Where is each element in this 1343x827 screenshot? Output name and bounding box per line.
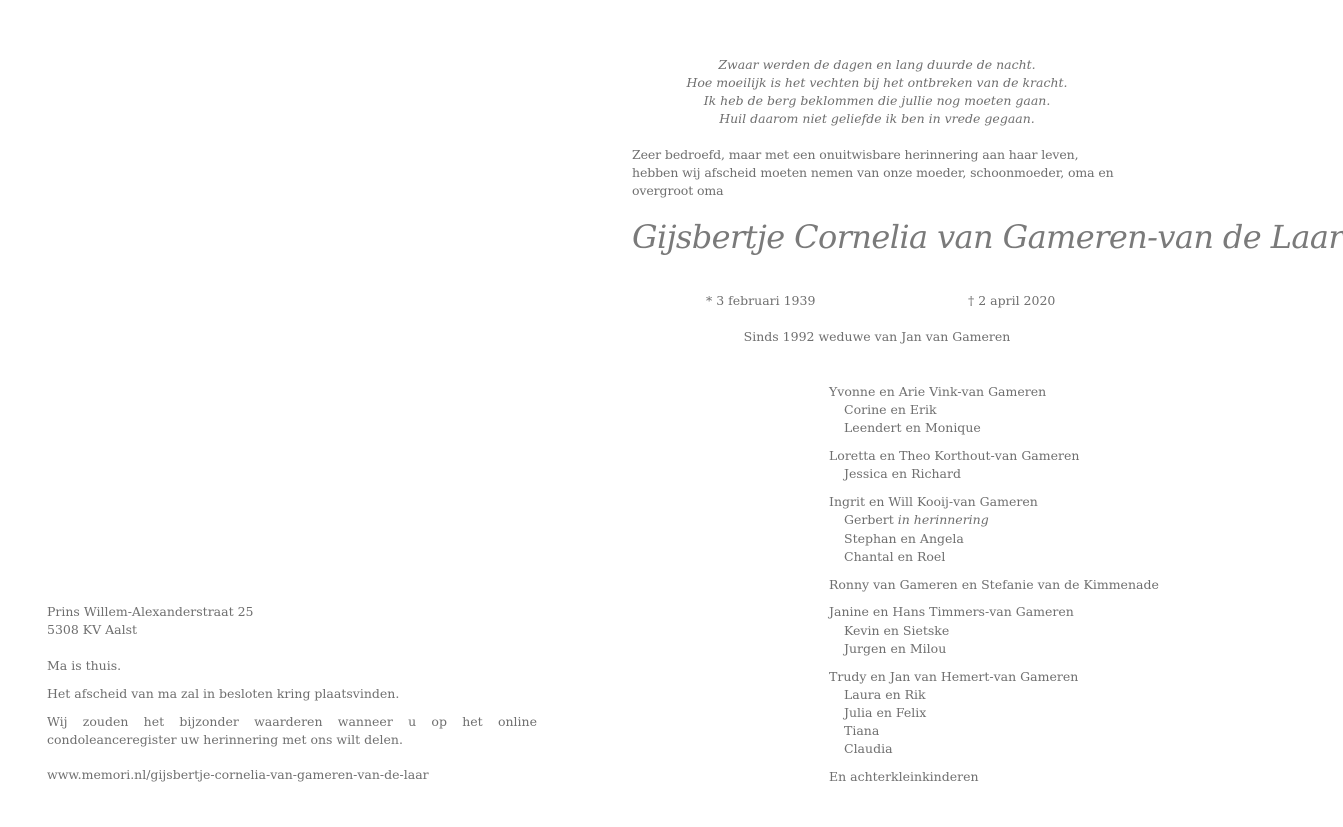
- intro-text: Zeer bedroefd, maar met een onuitwisbare herinnering aan haar leven, hebben wij afscheid moeten nemen van onze moeder, schoonmoeder, oma en overgroot oma: [632, 147, 1114, 198]
- family-member-name: Jurgen en Milou: [844, 640, 947, 656]
- deceased-name: Gijsbertje Cornelia van Gameren-van de Laar: [632, 218, 1343, 256]
- family-member: [829, 530, 1159, 548]
- family-member-name: Julia en Felix: [844, 705, 927, 721]
- family-group-head: Yvonne en Arie Vink-van Gameren: [829, 384, 1047, 399]
- family-member: [829, 686, 1159, 704]
- family-member: [829, 401, 1159, 419]
- family-member-name: Chantal en Roel: [844, 548, 946, 564]
- family-group: [829, 603, 1159, 658]
- family-list: [829, 383, 1159, 796]
- poem-line: Hoe moeilijk is het vechten bij het ontbreken van de kracht.: [686, 75, 1068, 90]
- family-group: [829, 383, 1159, 438]
- family-member: [829, 511, 1159, 529]
- memorial-url[interactable]: www.memori.nl/gijsbertje-cornelia-van-gameren-van-de-laar: [47, 767, 429, 782]
- death-date: † 2 april 2020: [968, 293, 1056, 308]
- address: [47, 603, 254, 639]
- family-group: [829, 768, 1159, 786]
- family-member-name: Jessica en Richard: [844, 466, 961, 482]
- family-member-name: Tiana: [844, 723, 880, 739]
- family-group-head: Trudy en Jan van Hemert-van Gameren: [829, 668, 1079, 684]
- family-member: [829, 622, 1159, 640]
- family-member: [829, 465, 1159, 483]
- family-group: [829, 493, 1159, 566]
- poem-line: Zwaar werden de dagen en lang duurde de nacht.: [718, 57, 1036, 72]
- family-member-name: Corine en Erik: [844, 402, 937, 418]
- family-group-head: Janine en Hans Timmers-van Gameren: [829, 604, 1074, 620]
- widow-line: Sinds 1992 weduwe van Jan van Gameren: [743, 329, 1011, 344]
- family-member: [829, 740, 1159, 758]
- family-member: [829, 704, 1159, 722]
- family-member: [829, 640, 1159, 658]
- address-street: Prins Willem-Alexanderstraat 25: [47, 604, 254, 619]
- family-group-head: En achterkleinkinderen: [829, 769, 979, 785]
- family-member-name: Kevin en Sietske: [844, 622, 950, 638]
- poem-line: Ik heb de berg beklommen die jullie nog moeten gaan.: [703, 93, 1051, 108]
- family-member-name: Claudia: [844, 741, 893, 757]
- family-member-name: Laura en Rik: [844, 686, 926, 702]
- family-member: [829, 722, 1159, 740]
- family-group: [829, 576, 1159, 594]
- family-member-note: in herinnering: [897, 512, 989, 528]
- family-member-name: Gerbert: [844, 512, 894, 528]
- poem: [632, 56, 1122, 128]
- birth-date: * 3 februari 1939: [706, 293, 816, 308]
- note-paragraph: Ma is thuis.: [47, 658, 122, 673]
- family-member: [829, 419, 1159, 437]
- family-group-head: Ronny van Gameren en Stefanie van de Kimmenade: [829, 576, 1159, 592]
- note-paragraph: Het afscheid van ma zal in besloten kring plaatsvinden.: [47, 686, 400, 701]
- family-group: [829, 447, 1159, 483]
- family-member-name: Stephan en Angela: [844, 530, 964, 546]
- notes: [47, 657, 537, 759]
- family-group-head: Loretta en Theo Korthout-van Gameren: [829, 448, 1080, 464]
- family-group-head: Ingrit en Will Kooij-van Gameren: [829, 494, 1038, 510]
- family-group: [829, 668, 1159, 759]
- family-member-name: Leendert en Monique: [844, 420, 981, 436]
- family-member: [829, 548, 1159, 566]
- address-city: 5308 KV Aalst: [47, 622, 138, 637]
- note-paragraph: Wij zouden het bijzonder waarderen wanneer u op het online condoleanceregister uw herinnering met ons wilt delen.: [47, 714, 537, 747]
- poem-line: Huil daarom niet geliefde ik ben in vrede gegaan.: [719, 111, 1035, 126]
